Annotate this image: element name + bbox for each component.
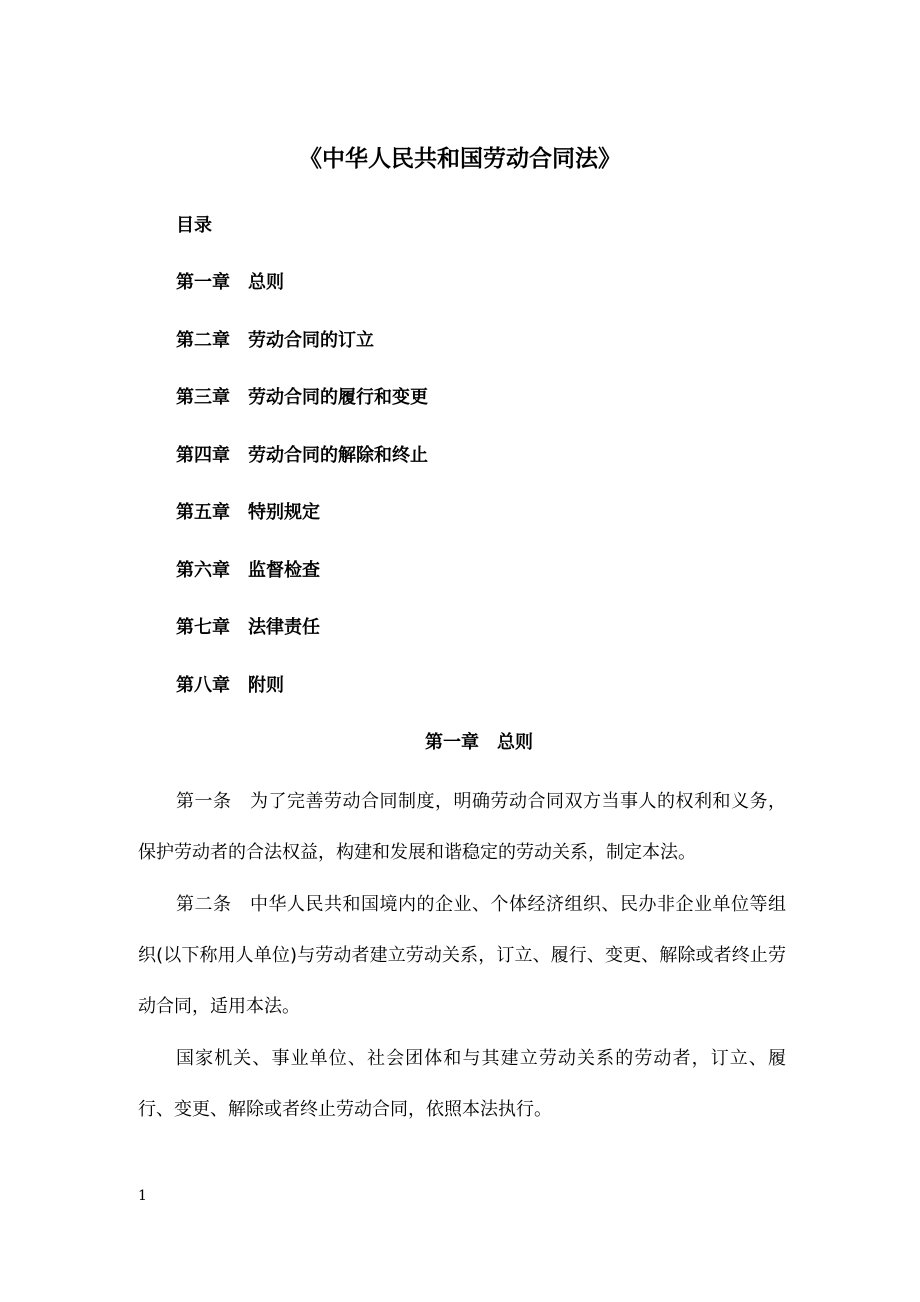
toc-item [176, 270, 284, 296]
toc-chapter-number: 第六章 [176, 560, 230, 581]
article-paragraph [138, 879, 786, 1032]
toc-chapter-number: 第四章 [176, 445, 230, 466]
toc-item [176, 443, 428, 469]
toc-chapter-number: 第八章 [176, 675, 230, 696]
page-number: 1 [138, 1188, 147, 1204]
article-paragraph [138, 776, 786, 878]
toc-item [176, 615, 320, 641]
article-label: 第一条 [176, 791, 232, 812]
toc-chapter-name: 附则 [248, 675, 284, 696]
toc-chapter-name: 监督检查 [248, 560, 320, 581]
toc-chapter-name: 劳动合同的履行和变更 [248, 387, 428, 408]
toc-chapter-name: 劳动合同的订立 [248, 330, 374, 351]
toc-item [176, 500, 320, 526]
toc-chapter-number: 第一章 [176, 272, 230, 293]
article-text: 中华人民共和国境内的企业、个体经济组织、民办非企业单位等组织(以下称用人单位)与劳动者建立劳动关系，订立、履行、变更、解除或者终止劳动合同，适用本法。 [138, 894, 786, 1017]
toc-chapter-number: 第二章 [176, 330, 230, 351]
body-paragraph: 国家机关、事业单位、社会团体和与其建立劳动关系的劳动者，订立、履行、变更、解除或者终止劳动合同，依照本法执行。 [138, 1048, 786, 1120]
toc-item [176, 558, 320, 584]
toc-chapter-name: 总则 [248, 272, 284, 293]
toc-chapter-name: 特别规定 [248, 502, 320, 523]
toc-item [176, 385, 428, 411]
toc-chapter-number: 第五章 [176, 502, 230, 523]
toc-chapter-name: 法律责任 [248, 617, 320, 638]
article-text: 为了完善劳动合同制度，明确劳动合同双方当事人的权利和义务，保护劳动者的合法权益，构建和发展和谐稳定的劳动关系，制定本法。 [138, 791, 786, 863]
toc-chapter-number: 第七章 [176, 617, 230, 638]
chapter-name: 总则 [497, 732, 533, 753]
document-title: 《中华人民共和国劳动合同法》 [299, 146, 621, 172]
chapter-heading [0, 730, 920, 756]
toc-item [176, 673, 284, 699]
toc-heading: 目录 [176, 215, 212, 236]
chapter-number: 第一章 [425, 732, 479, 753]
toc-item [176, 328, 374, 354]
toc-chapter-number: 第三章 [176, 387, 230, 408]
toc-chapter-name: 劳动合同的解除和终止 [248, 445, 428, 466]
article-label: 第二条 [176, 894, 232, 915]
